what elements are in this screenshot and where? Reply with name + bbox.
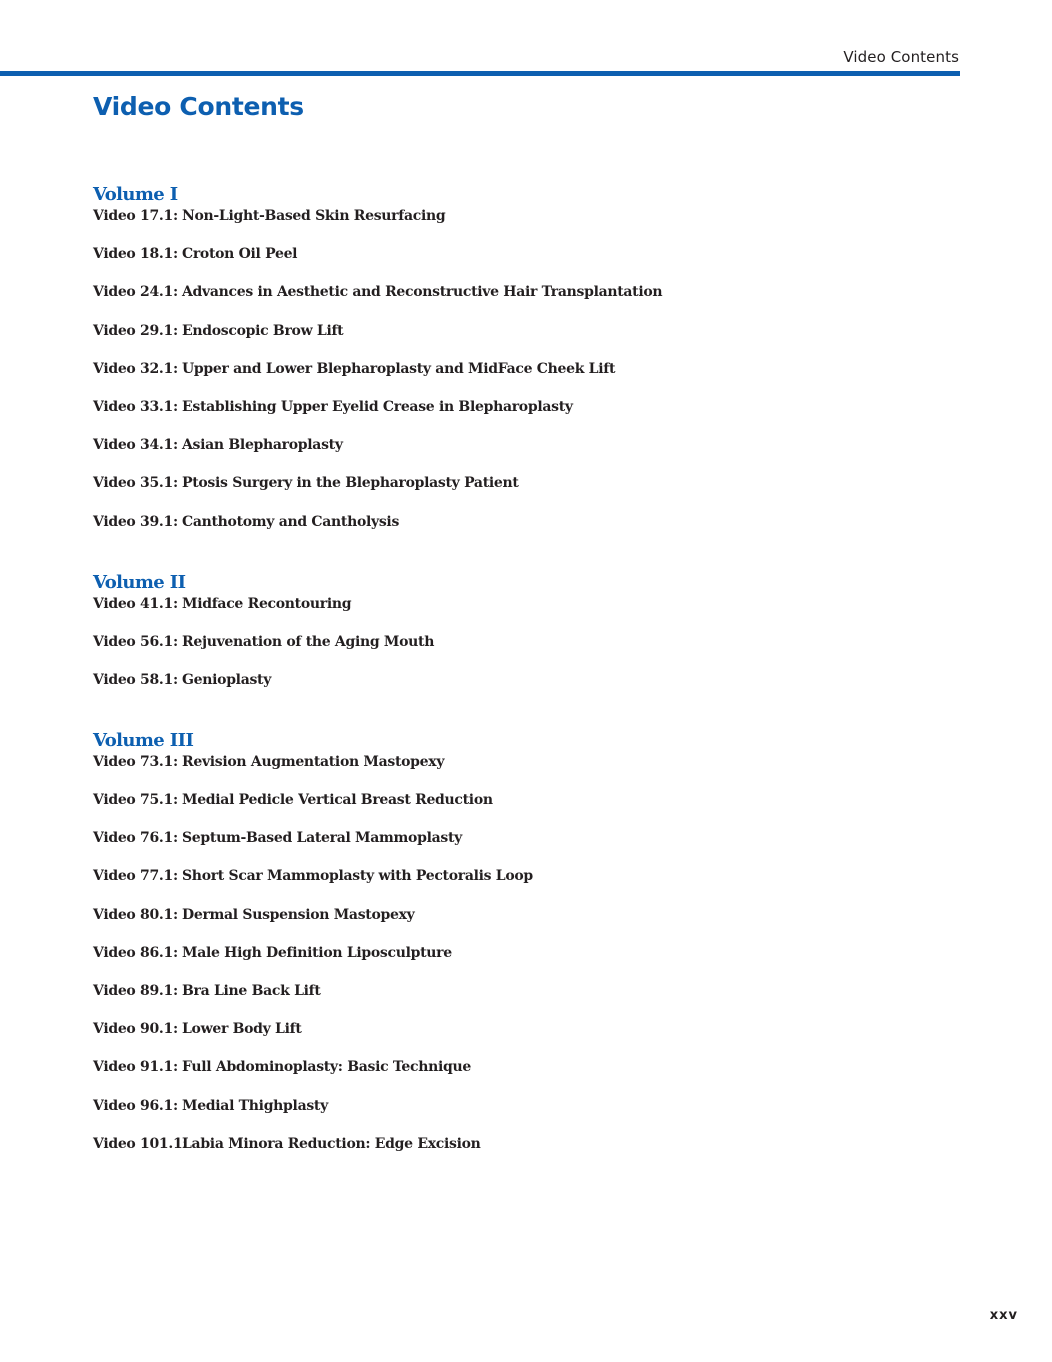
video-title: Lower Body Lift xyxy=(182,1021,302,1038)
video-entry xyxy=(93,1057,953,1077)
video-entry xyxy=(93,828,953,848)
video-number: Video 101.1: xyxy=(93,1135,188,1152)
video-title: Croton Oil Peel xyxy=(182,246,298,263)
video-entry xyxy=(93,473,953,493)
video-number: Video 73.1: xyxy=(93,753,178,770)
video-title: Medial Pedicle Vertical Breast Reduction xyxy=(182,792,493,809)
video-entry xyxy=(93,594,953,614)
video-number: Video 24.1: xyxy=(93,284,178,301)
video-title: Medial Thighplasty xyxy=(182,1097,328,1114)
video-number: Video 58.1: xyxy=(93,671,178,688)
video-title: Revision Augmentation Mastopexy xyxy=(182,753,445,770)
video-number: Video 17.1: xyxy=(93,208,178,224)
video-title: Canthotomy and Cantholysis xyxy=(182,513,400,530)
video-entry-list xyxy=(93,206,953,532)
video-number: Video 39.1: xyxy=(93,513,178,530)
video-title: Endoscopic Brow Lift xyxy=(182,322,344,339)
video-number: Video 41.1: xyxy=(93,595,178,612)
video-number: Video 91.1: xyxy=(93,1059,178,1076)
page-number: xxv xyxy=(989,1308,1018,1323)
video-number: Video 90.1: xyxy=(93,1021,178,1038)
volume-heading: Volume II xyxy=(93,571,186,593)
video-entry xyxy=(93,512,953,532)
video-number: Video 96.1: xyxy=(93,1097,178,1114)
video-entry xyxy=(93,244,953,264)
video-number: Video 18.1: xyxy=(93,246,178,263)
volume-section xyxy=(93,730,953,1154)
volume-section xyxy=(93,184,953,532)
video-title: Non-Light-Based Skin Resurfacing xyxy=(182,208,446,224)
video-entry xyxy=(93,282,953,302)
video-title: Septum-Based Lateral Mammoplasty xyxy=(182,830,462,847)
video-entry xyxy=(93,1019,953,1039)
video-number: Video 75.1: xyxy=(93,792,178,809)
video-number: Video 33.1: xyxy=(93,398,178,415)
video-title: Midface Recontouring xyxy=(182,595,352,612)
video-title: Asian Blepharoplasty xyxy=(182,437,343,454)
video-entry xyxy=(93,206,953,226)
video-entry xyxy=(93,359,953,379)
video-number: Video 29.1: xyxy=(93,322,178,339)
video-entry xyxy=(93,1096,953,1116)
video-title: Male High Definition Liposculpture xyxy=(182,944,452,961)
video-entry xyxy=(93,981,953,1001)
video-title: Rejuvenation of the Aging Mouth xyxy=(182,633,435,650)
volume-heading: Volume III xyxy=(93,729,194,751)
video-title: Dermal Suspension Mastopexy xyxy=(182,906,415,923)
video-contents-list xyxy=(93,184,953,1154)
video-title: Establishing Upper Eyelid Crease in Blepharoplasty xyxy=(182,398,573,415)
video-number: Video 56.1: xyxy=(93,633,178,650)
video-entry xyxy=(93,1134,953,1154)
video-number: Video 86.1: xyxy=(93,944,178,961)
video-entry xyxy=(93,397,953,417)
video-entry xyxy=(93,321,953,341)
video-number: Video 89.1: xyxy=(93,983,178,999)
video-entry xyxy=(93,905,953,925)
video-title: Genioplasty xyxy=(182,671,272,688)
video-entry xyxy=(93,632,953,652)
video-number: Video 34.1: xyxy=(93,437,178,454)
video-title: Short Scar Mammoplasty with Pectoralis Loop xyxy=(182,868,533,885)
video-title: Advances in Aesthetic and Reconstructive Hair Transplantation xyxy=(182,284,663,301)
video-number: Video 32.1: xyxy=(93,360,178,377)
video-title: Labia Minora Reduction: Edge Excision xyxy=(182,1135,481,1152)
video-entry xyxy=(93,435,953,455)
running-header: Video Contents xyxy=(843,48,959,66)
video-title: Bra Line Back Lift xyxy=(182,983,321,999)
header-rule xyxy=(0,71,960,76)
video-title: Full Abdominoplasty: Basic Technique xyxy=(182,1059,472,1076)
video-entry xyxy=(93,790,953,810)
volume-section xyxy=(93,572,953,690)
video-entry xyxy=(93,866,953,886)
video-number: Video 77.1: xyxy=(93,868,178,885)
video-number: Video 80.1: xyxy=(93,906,178,923)
video-entry xyxy=(93,752,953,772)
video-number: Video 35.1: xyxy=(93,475,178,492)
video-title: Ptosis Surgery in the Blepharoplasty Patient xyxy=(182,475,519,492)
video-entry-list xyxy=(93,752,953,1154)
video-entry xyxy=(93,943,953,963)
video-entry-list xyxy=(93,594,953,690)
video-title: Upper and Lower Blepharoplasty and MidFace Cheek Lift xyxy=(182,360,616,377)
video-number: Video 76.1: xyxy=(93,830,178,847)
page-title: Video Contents xyxy=(93,92,304,121)
video-entry xyxy=(93,670,953,690)
volume-heading: Volume I xyxy=(93,184,178,205)
